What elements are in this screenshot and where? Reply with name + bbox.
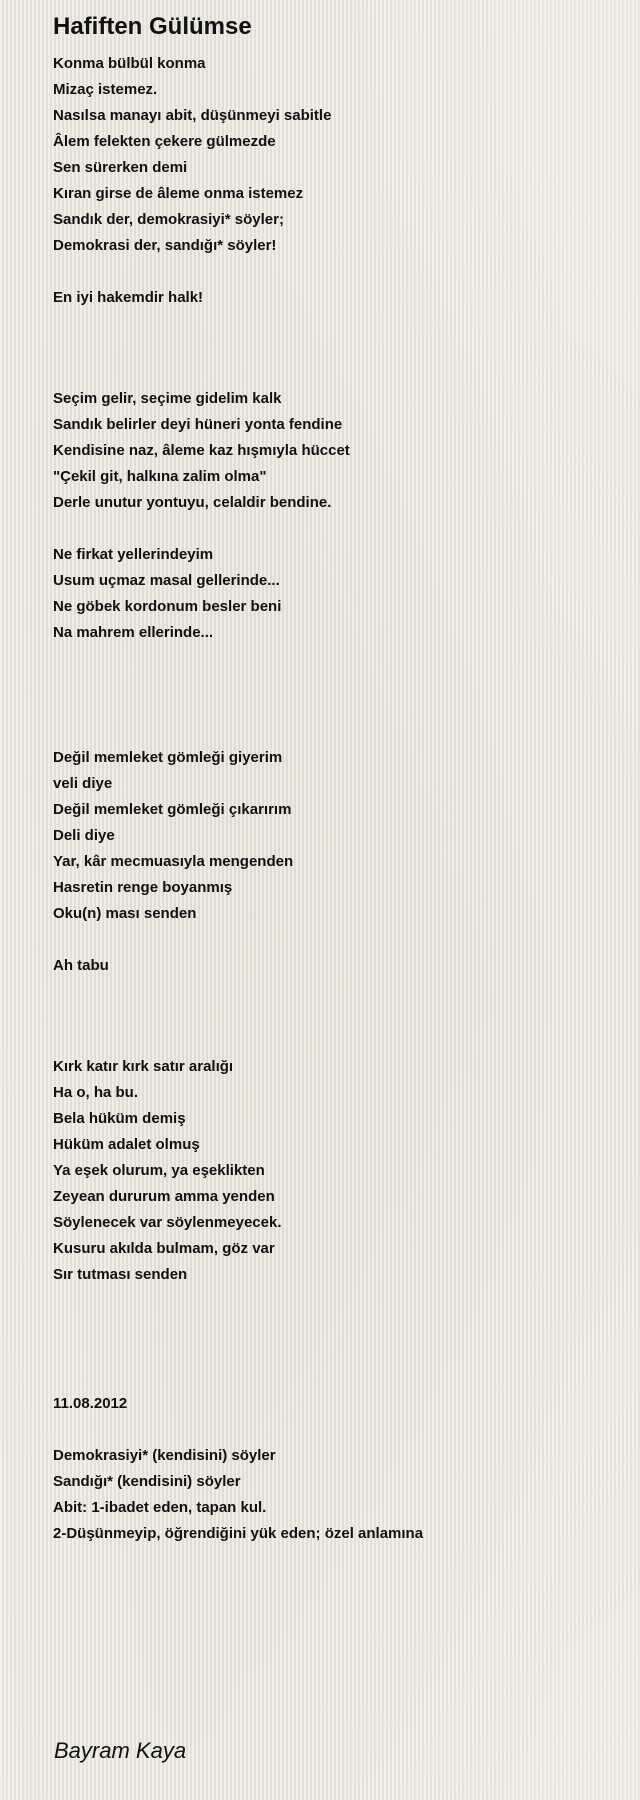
- stanza-gap: [53, 646, 613, 745]
- poem-line: Bela hüküm demiş: [53, 1110, 186, 1127]
- stanza-3: [53, 386, 613, 516]
- poem-line: Kırk katır kırk satır aralığı: [53, 1058, 234, 1075]
- poem-line: Usum uçmaz masal gellerinde...: [53, 572, 280, 589]
- poem-line: Kıran girse de âleme onma istemez: [53, 185, 304, 202]
- poem-line: Yar, kâr mecmuasıyla mengenden: [53, 853, 294, 870]
- poem-line: Sandık belirler deyi hüneri yonta fendine: [53, 416, 343, 433]
- poem-line: Zeyean dururum amma yenden: [53, 1188, 275, 1205]
- author-signature: Bayram Kaya: [54, 1738, 187, 1763]
- stanza-7: [53, 1054, 613, 1288]
- poem-line: En iyi hakemdir halk!: [53, 289, 204, 306]
- stanza-6: [53, 953, 613, 979]
- poem-title: Hafiften Gülümse: [53, 13, 252, 40]
- stanza-gap: [53, 1417, 613, 1443]
- poem-line: veli diye: [53, 775, 113, 792]
- stanza-1: [53, 51, 613, 259]
- poem-line: Nasılsa manayı abit, düşünmeyi sabitle: [53, 107, 332, 124]
- footnote-line: Abit: 1-ibadet eden, tapan kul.: [53, 1499, 267, 1516]
- poem-line: Kusuru akılda bulmam, göz var: [53, 1240, 275, 1257]
- poem-line: "Çekil git, halkına zalim olma": [53, 468, 267, 485]
- stanza-2: [53, 285, 613, 311]
- poem-line: Hasretin renge boyanmış: [53, 879, 233, 896]
- footnote-line: Sandığı* (kendisini) söyler: [53, 1473, 241, 1490]
- poem-line: Sandık der, demokrasiyi* söyler;: [53, 211, 284, 228]
- poem-line: Seçim gelir, seçime gidelim kalk: [53, 390, 282, 407]
- stanza-gap: [53, 311, 613, 386]
- poem-line: Ya eşek olurum, ya eşeklikten: [53, 1162, 265, 1179]
- poem-line: Na mahrem ellerinde...: [53, 624, 214, 641]
- stanza-gap: [53, 1288, 613, 1391]
- poem-line: Âlem felekten çekere gülmezde: [53, 133, 276, 150]
- stanza-gap: [53, 927, 613, 953]
- footnotes: [53, 1443, 613, 1547]
- poem-line: Ne göbek kordonum besler beni: [53, 598, 282, 615]
- stanza-5: [53, 745, 613, 927]
- poem-line: Sen sürerken demi: [53, 159, 188, 176]
- poem-date: 11.08.2012: [53, 1395, 128, 1412]
- footnote-line: Demokrasiyi* (kendisini) söyler: [53, 1447, 276, 1464]
- poem-line: Ne firkat yellerindeyim: [53, 546, 214, 563]
- poem-container: [53, 12, 613, 1547]
- poem-line: Deli diye: [53, 827, 115, 844]
- poem-line: Ha o, ha bu.: [53, 1084, 139, 1101]
- stanza-gap: [53, 516, 613, 542]
- poem-line: Değil memleket gömleği çıkarırım: [53, 801, 292, 818]
- poem-line: Demokrasi der, sandığı* söyler!: [53, 237, 277, 254]
- poem-line: Oku(n) ması senden: [53, 905, 197, 922]
- poem-line: Konma bülbül konma: [53, 55, 206, 72]
- stanza-gap: [53, 259, 613, 285]
- poem-line: Hüküm adalet olmuş: [53, 1136, 200, 1153]
- poem-line: Mizaç istemez.: [53, 81, 158, 98]
- poem-line: Kendisine naz, âleme kaz hışmıyla hüccet: [53, 442, 350, 459]
- stanza-4: [53, 542, 613, 646]
- poem-line: Ah tabu: [53, 957, 109, 974]
- poem-line: Sır tutması senden: [53, 1266, 188, 1283]
- poem-line: Söylenecek var söylenmeyecek.: [53, 1214, 282, 1231]
- stanza-gap: [53, 979, 613, 1054]
- poem-line: Derle unutur yontuyu, celaldir bendine.: [53, 494, 332, 511]
- footnote-line: 2-Düşünmeyip, öğrendiğini yük eden; özel anlamına: [53, 1525, 424, 1542]
- poem-line: Değil memleket gömleği giyerim: [53, 749, 283, 766]
